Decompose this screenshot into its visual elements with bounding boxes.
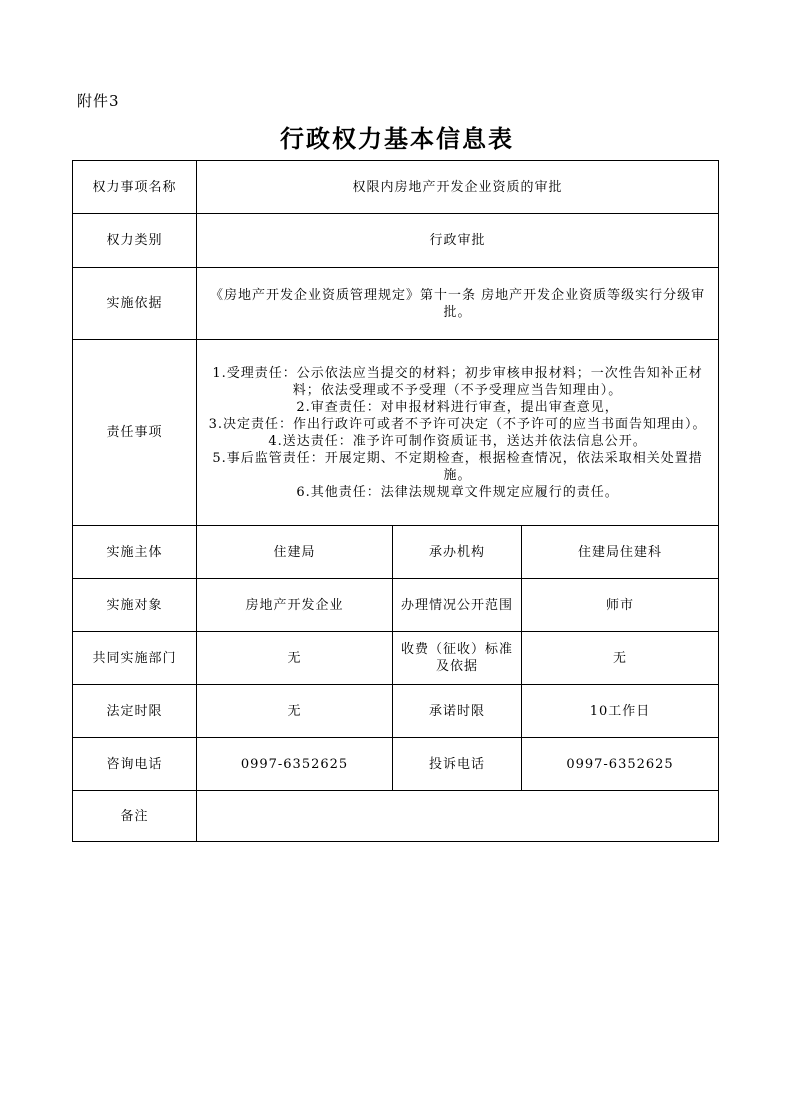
row-time-limit bbox=[73, 685, 719, 738]
handling-agency-label: 承办机构 bbox=[393, 526, 522, 579]
promised-time-limit-label: 承诺时限 bbox=[393, 685, 522, 738]
row-basis bbox=[73, 268, 719, 340]
fee-standard-value: 无 bbox=[522, 632, 719, 685]
row-responsibilities bbox=[73, 340, 719, 526]
row-joint bbox=[73, 632, 719, 685]
responsibility-item: 5.事后监管责任：开展定期、不定期检查，根据检查情况，依法采取相关处置措施。 bbox=[212, 450, 703, 483]
target-label: 实施对象 bbox=[73, 579, 197, 632]
joint-department-value: 无 bbox=[197, 632, 393, 685]
responsibility-item: 6.其他责任：法律法规规章文件规定应履行的责任。 bbox=[296, 484, 619, 500]
responsibilities-label: 责任事项 bbox=[73, 340, 197, 526]
row-power-category bbox=[73, 214, 719, 268]
disclosure-scope-label: 办理情况公开范围 bbox=[393, 579, 522, 632]
consult-phone-value: 0997-6352625 bbox=[197, 738, 393, 791]
info-table bbox=[72, 160, 719, 842]
target-value: 房地产开发企业 bbox=[197, 579, 393, 632]
responsibility-item: 4.送达责任：准予许可制作资质证书，送达并依法信息公开。 bbox=[268, 433, 647, 449]
joint-department-label: 共同实施部门 bbox=[73, 632, 197, 685]
subject-label: 实施主体 bbox=[73, 526, 197, 579]
responsibility-item: 2.审查责任：对申报材料进行审查，提出审查意见， bbox=[296, 399, 619, 415]
legal-time-limit-label: 法定时限 bbox=[73, 685, 197, 738]
promised-time-limit-value: 10工作日 bbox=[522, 685, 719, 738]
power-name-label: 权力事项名称 bbox=[73, 161, 197, 214]
responsibility-item: 1.受理责任：公示依法应当提交的材料；初步审核申报材料；一次性告知补正材料；依法受理或不予受理（不予受理应当告知理由）。 bbox=[212, 365, 703, 398]
complaint-phone-value: 0997-6352625 bbox=[522, 738, 719, 791]
responsibilities-list bbox=[197, 340, 719, 526]
row-power-name bbox=[73, 161, 719, 214]
remarks-value bbox=[197, 791, 719, 842]
remarks-label: 备注 bbox=[73, 791, 197, 842]
power-category-value: 行政审批 bbox=[197, 214, 719, 268]
attachment-label: 附件3 bbox=[77, 92, 120, 110]
subject-value: 住建局 bbox=[197, 526, 393, 579]
power-name-value: 权限内房地产开发企业资质的审批 bbox=[197, 161, 719, 214]
row-remarks bbox=[73, 791, 719, 842]
consult-phone-label: 咨询电话 bbox=[73, 738, 197, 791]
legal-time-limit-value: 无 bbox=[197, 685, 393, 738]
responsibility-item: 3.决定责任：作出行政许可或者不予许可决定（不予许可的应当书面告知理由）。 bbox=[208, 416, 707, 432]
handling-agency-value: 住建局住建科 bbox=[522, 526, 719, 579]
fee-standard-label: 收费（征收）标准及依据 bbox=[393, 632, 522, 685]
complaint-phone-label: 投诉电话 bbox=[393, 738, 522, 791]
row-phone bbox=[73, 738, 719, 791]
basis-label: 实施依据 bbox=[73, 268, 197, 340]
disclosure-scope-value: 师市 bbox=[522, 579, 719, 632]
row-target bbox=[73, 579, 719, 632]
power-category-label: 权力类别 bbox=[73, 214, 197, 268]
page-title: 行政权力基本信息表 bbox=[280, 124, 514, 153]
basis-value: 《房地产开发企业资质管理规定》第十一条 房地产开发企业资质等级实行分级审批。 bbox=[197, 268, 719, 340]
row-subject bbox=[73, 526, 719, 579]
